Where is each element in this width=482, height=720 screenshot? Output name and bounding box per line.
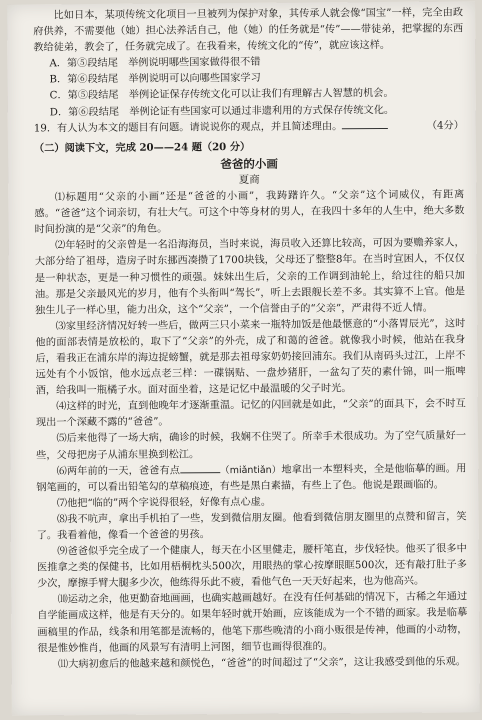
option-c: C．第⑤段结尾 举例论证保存传统文化可以让我们有理解古人智慧的机会。 [49,88,394,102]
question-19-text: 19．有人认为本文的题目有问题。请说说你的观点，并且简述理由。 [33,120,343,135]
fill-blank[interactable] [180,472,220,473]
intro-paragraph: 比如日本，某项传统文化项目一旦被列为保护对象，其传承人就会像“国宝”一样，完全由政府供养，不需要他（她）担心法养活自己，他（她）的任务就是“传”——带徒弟，把掌握的东西教给徒弟，教会了，任务就完成了。在我看来，传统文化的“传”，就应该这样。 [33,7,464,54]
paragraph-6-start: ⑹两年前的一天，爸爸有点 [56,465,181,477]
article-author: 夏商 [238,173,260,186]
paragraph-4: ⑷这样的时光，直到他晚年才逐渐重温。记忆的闪回就是如此，“父亲”的面具下，会不时互现出一个深藏不露的“爸爸”。 [35,398,466,429]
paragraph-9: ⑼爸爸似乎完全成了一个健康人，每天在小区里健走，腰杆笔直，步伐轻快。他买了很多中医推拿之类的保健书，比如用梧桐枕头500次，用眼热的掌心按摩眼眶500次，还有敲打肚子多少次，摩擦手臂大腿多少次，他练得乐此不疲，看他气色一天天好起来，也为他高兴。 [36,543,467,590]
question-19-score: （4分） [426,120,464,132]
paragraph-7: ⑺他把“临的”两个字说得很轻，好像有点心虚。 [56,496,272,510]
answer-blank[interactable] [342,128,388,129]
paragraph-8: ⑻我不吭声，拿出手机拍了一些，发到微信朋友圈。他看到微信朋友圈里的点赞和留言，笑了。我看着他，像看一个爸爸的男孩。 [36,511,467,542]
option-d: D．第⑥段结尾 举例论证有些国家可以通过非遗利用的方式保存传统文化。 [49,104,395,118]
section-heading: （二）阅读下文，完成 20——24 题（20 分） [33,140,251,155]
question-19 [34,118,464,137]
exam-page [7,1,480,715]
paragraph-1: ⑴标题用“父亲的小画”还是“爸爸的小画”，我踌躇许久。“父亲”这个词威仪，有距离感。“爸爸”这个词亲切，有壮大气。可这个中等身材的男人，在我四十多年的人生中，绝大多数时间扮演的是“父亲”的角色。 [34,189,465,236]
pinyin-hint: （miǎntiǎn） [219,464,282,476]
page-content [33,5,468,673]
option-a: A．第⑤段结尾 举例说明哪些国家做得很不错 [49,57,261,70]
paragraph-6-end: 地拿出一本塑料夹，全是他临摹的画。用钢笔画的，可以看出铅笔勾的草稿痕迹，有些是黑白素描，有些上了色。他说是跟画临的。 [36,463,467,494]
article-title: 爸爸的小画 [220,156,278,171]
paragraph-10: ⑽运动之余，他更勤奋地画画，也确实越画越好。在没有任何基础的情况下，古稀之年通过自学能画成这样，他是有天分的。如果年轻时就开始画，应该能成为一个不错的画家。我是临摹画稿里的作品，线条和用笔都是流畅的，他笔下那些晚清的小商小贩很是传神，他画的小动物，很是惟妙惟肖，他画的风景写有清明上河图，细节也画得很准的。 [37,591,468,655]
option-b: B．第⑥段结尾 举例说明可以向哪些国家学习 [49,73,261,86]
paragraph-5: ⑸后来他得了一场大病，确诊的时候，我娴不住哭了。所幸手术很成功。为了空气质量好一些，父母把房子从浦东里换到松江。 [36,430,467,461]
paragraph-11: ⑾大病初愈后的他越来越和颜悦色，“爸爸”的时间超过了“父亲”，这让我感受到他的乐观。 [57,656,467,671]
paragraph-3: ⑶家里经济情况好转一些后，做两三只小菜来一瓶特加饭是他最惬意的“小落胃辰光”，这时他的面部表情是放松的，取下了“父亲”的外壳，成了和蔼的爸爸。就像我小时候，他站在我身后，看我正在浦东岸的海边捉螃蟹，就是那去祖母家奶奶接回浦东。我们从南码头过江，上岸不远处有个小饭馆，他水远点老三样：一碟锅贴、一盘炒猪肝，一盆勾了芡的素什锦，叫一瓶啤酒，给我叫一瓶橘子水。面对面坐着，这是记忆中最温暖的父子时光。 [35,318,466,397]
paragraph-6 [36,461,466,496]
paragraph-2: ⑵年轻时的父亲曾是一名沿海海员，当时来说，海员收入还算比较高，可因为要赡养家人，大部分给了祖母，造房子时东挪西凑攒了1700块钱，父母还了整整8年。在当时宣困人，不仅仅是一种状态，更是一种习惯性的顽强。妹妹出生后，父亲的工作调到油轮上，给过往的船只加油。那是父亲最风光的岁月，他有个头衔叫“驾长”，听上去跟舰长差不多。其实算不上官。他是独生儿子一样心里，能力出众，这个“父亲”，一个信誉由子的“父亲”，严肃得不近人情。 [34,237,466,317]
